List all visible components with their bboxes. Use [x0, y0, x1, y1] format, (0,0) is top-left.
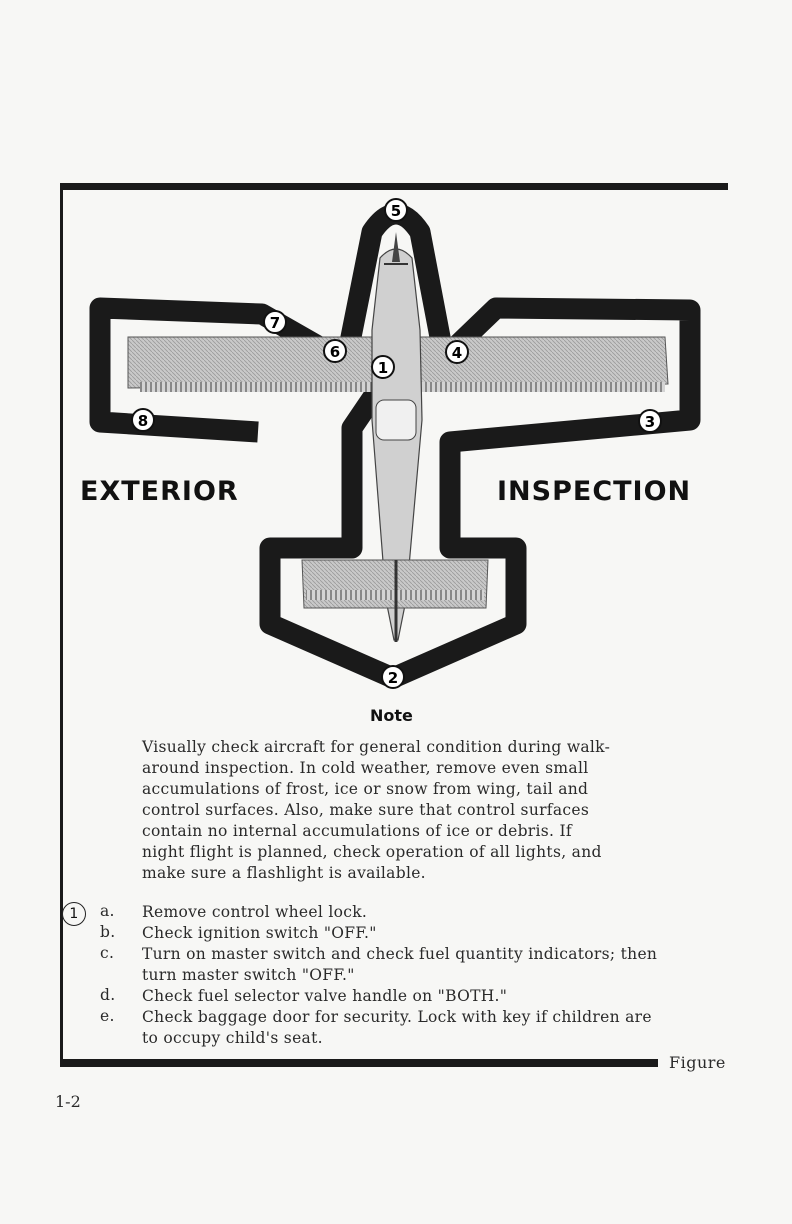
svg-text:7: 7 — [269, 314, 281, 332]
note-line: control surfaces. Also, make sure that control surfaces — [142, 801, 590, 819]
station-marker-6 — [324, 340, 346, 362]
note-line: night flight is planned, check operation of all lights, and — [142, 843, 602, 861]
note-body — [142, 737, 682, 884]
top-border-rule — [63, 183, 728, 190]
svg-text:8: 8 — [137, 412, 149, 430]
note-line: contain no internal accumulations of ice or debris. If — [142, 822, 572, 840]
item-letter: d. — [100, 986, 116, 1004]
item-text: Remove control wheel lock. — [142, 903, 368, 921]
svg-text:6: 6 — [329, 343, 341, 361]
item-text: turn master switch "OFF." — [142, 966, 355, 984]
item-letter: e. — [100, 1007, 115, 1025]
station-marker-1 — [372, 356, 394, 378]
item-letter: c. — [100, 944, 115, 962]
checklist-item-b — [62, 923, 732, 944]
svg-text:1: 1 — [377, 359, 389, 377]
note-line: Visually check aircraft for general condition during walk- — [142, 738, 611, 756]
station-marker-4 — [446, 341, 468, 363]
svg-text:3: 3 — [644, 413, 656, 431]
propeller — [392, 232, 400, 262]
canopy — [376, 400, 416, 440]
station-marker-5 — [385, 199, 407, 221]
heading-exterior: EXTERIOR — [80, 476, 239, 507]
checklist-item-e — [62, 1007, 732, 1049]
note-title: Note — [370, 706, 413, 725]
station-marker-7 — [264, 311, 286, 333]
svg-text:4: 4 — [451, 344, 463, 362]
checklist-item-c — [62, 944, 732, 986]
svg-text:5: 5 — [390, 202, 402, 220]
item-letter: b. — [100, 923, 116, 941]
heading-inspection: INSPECTION — [497, 476, 692, 507]
checklist-item-a — [62, 902, 732, 923]
station-1-badge: 1 — [62, 902, 86, 926]
item-text: Turn on master switch and check fuel quantity indicators; then — [142, 945, 658, 963]
note-line: around inspection. In cold weather, remove even small — [142, 759, 589, 777]
page-number: 1-2 — [55, 1092, 81, 1111]
checklist-item-d — [62, 986, 732, 1007]
item-text: Check ignition switch "OFF." — [142, 924, 377, 942]
figure-label: Figure — [669, 1053, 726, 1072]
note-line: accumulations of frost, ice or snow from wing, tail and — [142, 780, 589, 798]
item-text: to occupy child's seat. — [142, 1029, 323, 1047]
item-letter: a. — [100, 902, 115, 920]
svg-text:2: 2 — [387, 669, 399, 687]
station-1-checklist — [62, 902, 732, 1049]
station-marker-2 — [382, 666, 404, 688]
note-line: make sure a flashlight is available. — [142, 864, 426, 882]
station-marker-8 — [132, 409, 154, 431]
item-text: Check fuel selector valve handle on "BOTH." — [142, 987, 508, 1005]
item-text: Check baggage door for security. Lock with key if children are — [142, 1008, 652, 1026]
aircraft-walkaround-diagram — [63, 190, 728, 700]
bottom-border-rule — [60, 1059, 658, 1067]
station-marker-3 — [639, 410, 661, 432]
